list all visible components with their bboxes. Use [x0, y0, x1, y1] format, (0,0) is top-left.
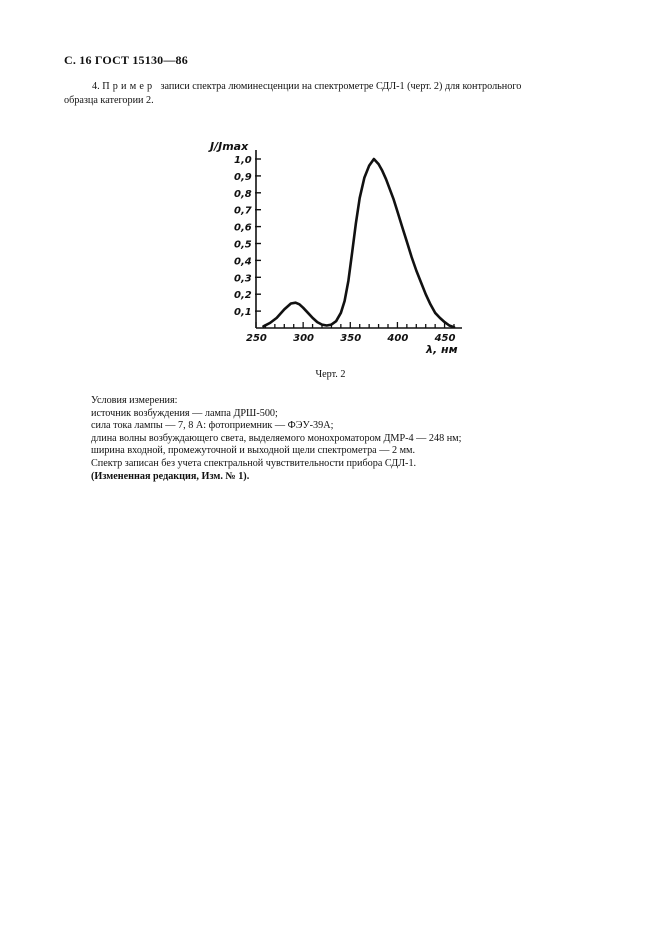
x-axis-label: λ, нм: [426, 343, 458, 356]
y-tick-label: 0,5: [234, 239, 252, 251]
x-tick-label: 350: [340, 333, 362, 344]
condition-line: ширина входной, промежуточной и выходной щели спектрометра — 2 мм.: [91, 445, 416, 457]
condition-line: источник возбуждения — лампа ДРШ-500;: [91, 407, 278, 419]
x-tick-label: 400: [387, 333, 409, 344]
y-tick-label: 0,9: [234, 171, 252, 183]
conditions-title: Условия измерения:: [91, 395, 178, 406]
paragraph-4: [64, 80, 600, 108]
figure-caption: Черт. 2: [315, 369, 346, 380]
y-tick-label: 1,0: [234, 155, 252, 166]
revision-note: (Измененная редакция, Изм. № 1).: [91, 470, 250, 482]
luminescence-curve: [264, 159, 455, 327]
y-axis-label: J/Jmax: [210, 140, 249, 153]
condition-line: Спектр записан без учета спектральной чувствительности прибора СДЛ-1.: [91, 457, 417, 469]
measurement-conditions: [91, 395, 461, 483]
paragraph-number: 4.: [92, 81, 100, 92]
page-header: С. 16 ГОСТ 15130—86: [64, 53, 188, 67]
condition-line: длина волны возбуждающего света, выделяемого монохроматором ДМР-4 — 248 нм;: [91, 432, 462, 444]
y-tick-label: 0,8: [234, 188, 252, 200]
x-tick-label: 250: [246, 333, 267, 344]
paragraph-spaced-word: Пример: [102, 81, 156, 92]
y-tick-label: 0,1: [234, 307, 252, 319]
condition-line: сила тока лампы — 7, 8 А: фотоприемник — ФЭУ-39А;: [91, 420, 334, 432]
paragraph-text-line2: образца категории 2.: [64, 95, 154, 106]
paragraph-text-line1: записи спектра люминесценции на спектрометре СДЛ-1 (черт. 2) для контрольного: [160, 81, 522, 92]
y-tick-label: 0,6: [234, 222, 252, 234]
y-tick-label: 0,3: [234, 273, 252, 285]
x-tick-label: 450: [434, 333, 456, 344]
y-tick-label: 0,7: [234, 205, 252, 217]
x-tick-label: 300: [293, 333, 315, 344]
y-tick-label: 0,2: [234, 290, 252, 302]
y-tick-label: 0,4: [234, 256, 252, 268]
spectrum-chart: [196, 128, 476, 368]
